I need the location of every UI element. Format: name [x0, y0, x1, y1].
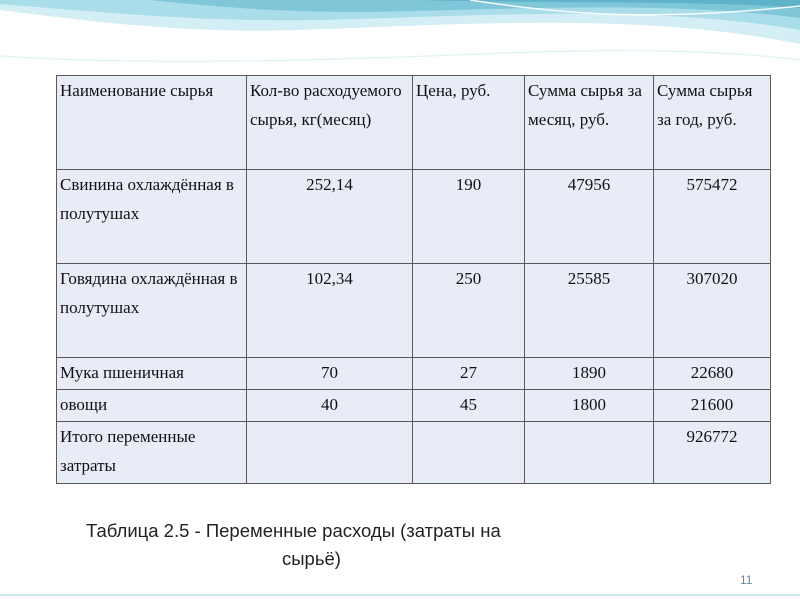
- cell-monthly-sum: [525, 422, 654, 484]
- slide-number: 11: [740, 573, 753, 587]
- cell-price: 190: [413, 170, 525, 264]
- cell-yearly-sum: 575472: [654, 170, 771, 264]
- cell-material-name: Мука пшеничная: [57, 358, 247, 390]
- bottom-divider: [0, 594, 800, 596]
- cell-monthly-sum: 47956: [525, 170, 654, 264]
- header-quantity: Кол-во расходуемого сырья, кг(месяц): [247, 76, 413, 170]
- header-price: Цена, руб.: [413, 76, 525, 170]
- cell-quantity: 102,34: [247, 264, 413, 358]
- table-row: [57, 390, 771, 422]
- table-total-row: [57, 422, 771, 484]
- cell-price: 250: [413, 264, 525, 358]
- cell-yearly-sum: 307020: [654, 264, 771, 358]
- cell-monthly-sum: 25585: [525, 264, 654, 358]
- cell-total-yearly-sum: 926772: [654, 422, 771, 484]
- table-caption: [86, 517, 606, 573]
- header-yearly-sum: Сумма сырья за год, руб.: [654, 76, 771, 170]
- cell-yearly-sum: 22680: [654, 358, 771, 390]
- header-material-name: Наименование сырья: [57, 76, 247, 170]
- caption-line-1: Таблица 2.5 - Переменные расходы (затраты на: [86, 520, 501, 541]
- cell-monthly-sum: 1890: [525, 358, 654, 390]
- table-row: [57, 264, 771, 358]
- expenses-table: [56, 75, 771, 484]
- cell-quantity: 252,14: [247, 170, 413, 264]
- wave-decoration: [0, 0, 800, 80]
- table-row: [57, 358, 771, 390]
- cell-monthly-sum: 1800: [525, 390, 654, 422]
- cell-price: [413, 422, 525, 484]
- cell-yearly-sum: 21600: [654, 390, 771, 422]
- cell-material-name: овощи: [57, 390, 247, 422]
- cell-material-name: Говядина охлаждённая в полутушах: [57, 264, 247, 358]
- cell-price: 45: [413, 390, 525, 422]
- cell-quantity: 70: [247, 358, 413, 390]
- table-row: [57, 170, 771, 264]
- cell-material-name: Свинина охлаждённая в полутушах: [57, 170, 247, 264]
- caption-line-2: сырьё): [282, 548, 341, 569]
- header-monthly-sum: Сумма сырья за месяц, руб.: [525, 76, 654, 170]
- cell-price: 27: [413, 358, 525, 390]
- table-header-row: [57, 76, 771, 170]
- cell-quantity: [247, 422, 413, 484]
- cell-quantity: 40: [247, 390, 413, 422]
- cell-total-label: Итого переменные затраты: [57, 422, 247, 484]
